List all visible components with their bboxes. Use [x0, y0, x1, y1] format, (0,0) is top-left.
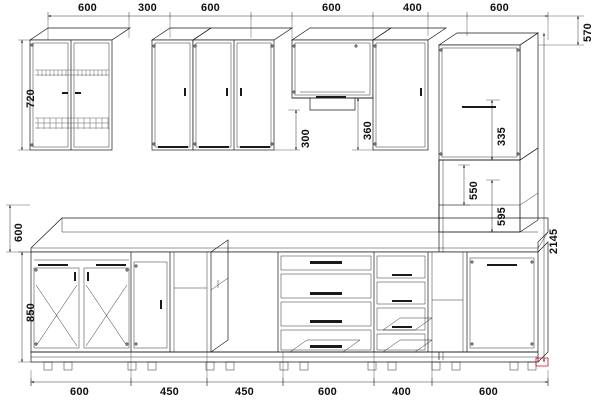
dim-label-bot-600-a: 600 — [70, 386, 89, 398]
dim-label-top-600-b: 600 — [201, 2, 220, 14]
dim-label-550-inner: 550 — [468, 181, 480, 200]
dim-label-335-inner: 335 — [496, 127, 508, 146]
dim-label-360-inner: 360 — [362, 121, 374, 140]
dim-label-top-300: 300 — [138, 2, 157, 14]
dim-label-top-600-c: 600 — [322, 2, 341, 14]
dim-label-2145: 2145 — [548, 228, 560, 254]
dim-label-bot-450-b: 450 — [235, 386, 254, 398]
dim-label-570: 570 — [582, 23, 594, 42]
dim-label-top-600-a: 600 — [78, 2, 97, 14]
tall-cabinet-right — [439, 33, 538, 232]
dim-label-595-inner: 595 — [496, 207, 508, 226]
dim-label-bot-450-a: 450 — [160, 386, 179, 398]
dimension-570 — [538, 16, 584, 45]
base-cabinet-run — [31, 218, 548, 370]
dim-label-bot-600-c: 600 — [479, 386, 498, 398]
upper-cabinet-left — [30, 28, 130, 150]
dim-label-850: 850 — [25, 303, 37, 322]
dim-label-600-left: 600 — [13, 223, 25, 242]
upper-cabinet-600-b — [193, 28, 292, 150]
dim-label-top-400: 400 — [403, 2, 422, 14]
dim-label-300-inner: 300 — [300, 129, 312, 148]
dim-label-bot-600-b: 600 — [318, 386, 337, 398]
dim-label-top-600-d: 600 — [490, 2, 509, 14]
upper-cabinet-400 — [373, 28, 446, 150]
dimension-300-inner — [274, 110, 300, 150]
dim-label-720: 720 — [25, 89, 37, 108]
dimension-550-inner — [439, 165, 470, 205]
dim-label-bot-400: 400 — [392, 386, 411, 398]
